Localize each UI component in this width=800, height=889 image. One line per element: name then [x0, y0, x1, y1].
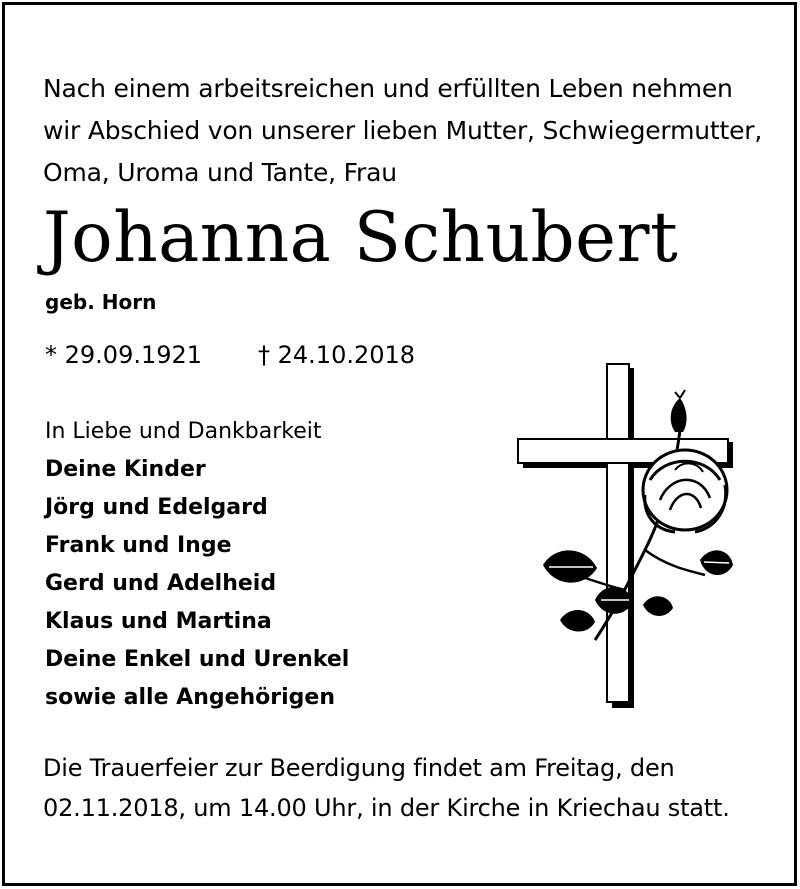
mourner-entry: Deine Kinder [45, 457, 206, 482]
funeral-line: 02.11.2018, um 14.00 Uhr, in der Kirche in Kriechau statt. [43, 794, 730, 822]
mourners-intro: In Liebe und Dankbarkeit [45, 419, 322, 444]
intro-line: wir Abschied von unserer lieben Mutter, Schwiegermutter, [43, 116, 763, 145]
death-date: † 24.10.2018 [258, 341, 416, 369]
birth-date: * 29.09.1921 [45, 341, 203, 369]
intro-line: Nach einem arbeitsreichen und erfüllten Leben nehmen [43, 74, 733, 103]
intro-text [43, 68, 783, 194]
mourner-entry: Jörg und Edelgard [45, 495, 268, 520]
deceased-name: Johanna Schubert [43, 198, 679, 278]
mourner-entry: Klaus und Martina [45, 609, 272, 634]
intro-line: Oma, Uroma und Tante, Frau [43, 158, 397, 187]
mourner-entry: Gerd und Adelheid [45, 571, 277, 596]
mourner-entry: sowie alle Angehörigen [45, 685, 336, 710]
mourner-entry: Deine Enkel und Urenkel [45, 647, 350, 672]
mourners-list [45, 413, 485, 717]
maiden-name: geb. Horn [45, 290, 157, 314]
funeral-line: Die Trauerfeier zur Beerdigung findet am Freitag, den [43, 754, 675, 782]
funeral-info [43, 748, 783, 828]
cross-with-rose-icon [515, 360, 735, 710]
mourner-entry: Frank und Inge [45, 533, 232, 558]
